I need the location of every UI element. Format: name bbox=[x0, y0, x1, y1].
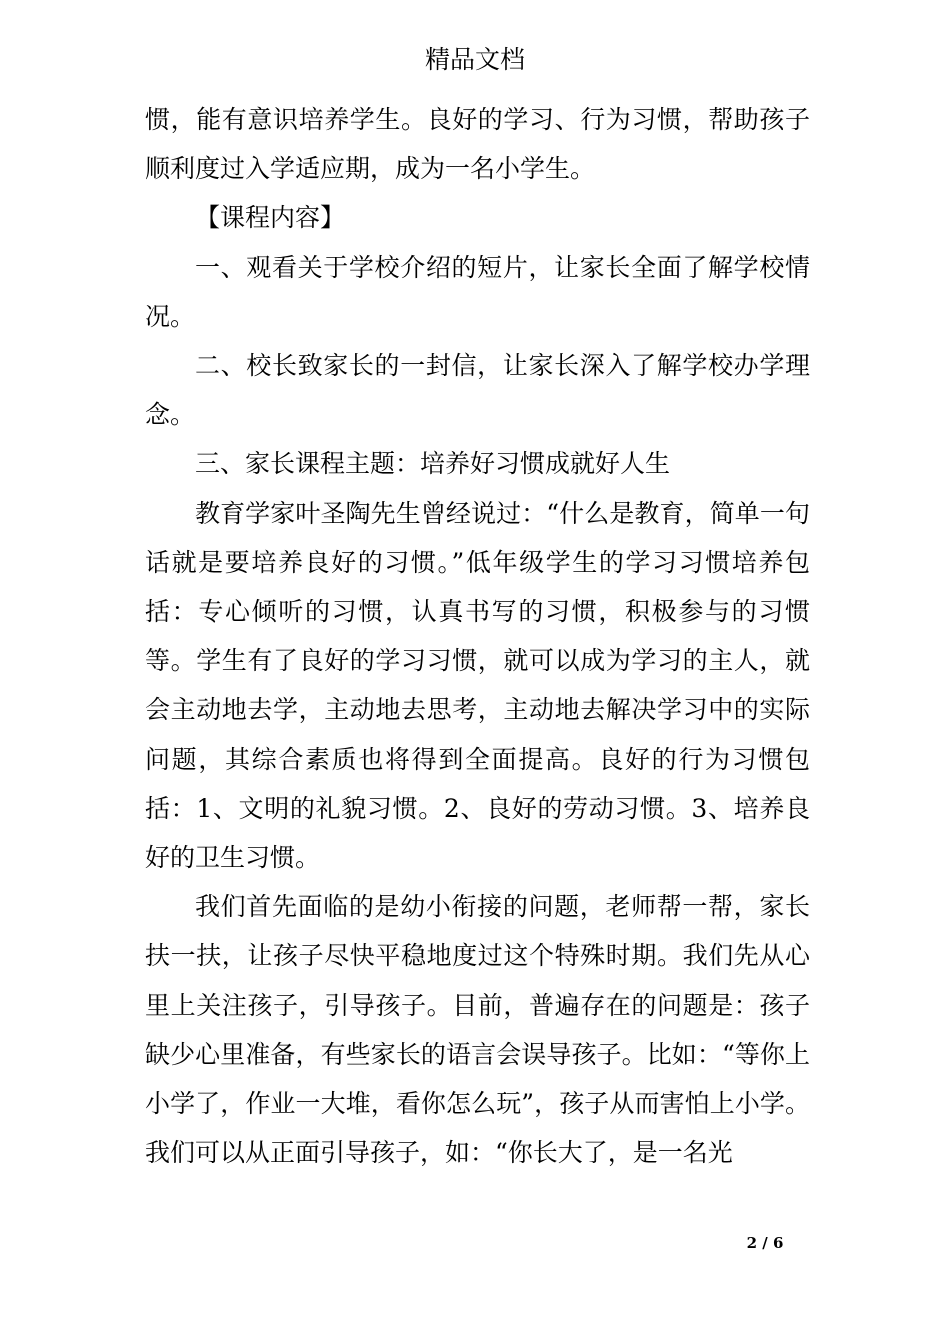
page-number bbox=[735, 1232, 795, 1254]
document-body bbox=[145, 95, 810, 1177]
page-number-text: 2 / 6 bbox=[746, 1234, 784, 1252]
paragraph-continuation: 惯，能有意识培养学生。良好的学习、行为习惯，帮助孩子顺利度过入学适应期，成为一名小学生。 bbox=[145, 105, 810, 184]
paragraph-item-1: 一、观看关于学校介绍的短片，让家长全面了解学校情况。 bbox=[145, 252, 810, 331]
paragraph-habits: 教育学家叶圣陶先生曾经说过：“什么是教育，简单一句话就是要培养良好的习惯。”低年级学生的学习习惯培养包括：专心倾听的习惯，认真书写的习惯，积极参与的习惯等。学生有了良好的学习习惯，就可以成为学习的主人，就会主动地去学，主动地去思考，主动地去解决学习中的实际问题，其综合素质也将得到全面提高。良好的行为习惯包括：1、文明的礼貌习惯。2、良好的劳动习惯。3、培养良好的卫生习惯。 bbox=[145, 498, 810, 873]
section-heading-course-content: 【课程内容】 bbox=[195, 203, 346, 233]
paragraph-item-2: 二、校长致家长的一封信，让家长深入了解学校办学理念。 bbox=[145, 351, 810, 430]
page-header bbox=[0, 40, 950, 80]
header-title: 精品文档 bbox=[424, 45, 525, 74]
paragraph-transition: 我们首先面临的是幼小衔接的问题，老师帮一帮，家长扶一扶，让孩子尽快平稳地度过这个特殊时期。我们先从心里上关注孩子，引导孩子。目前，普遍存在的问题是：孩子缺少心里准备，有些家长的语言会误导孩子。比如：“等你上小学了，作业一大堆，看你怎么玩”，孩子从而害怕上小学。我们可以从正面引导孩子，如：“你长大了，是一名光 bbox=[145, 892, 810, 1168]
paragraph-item-3: 三、家长课程主题：培养好习惯成就好人生 bbox=[195, 449, 671, 479]
